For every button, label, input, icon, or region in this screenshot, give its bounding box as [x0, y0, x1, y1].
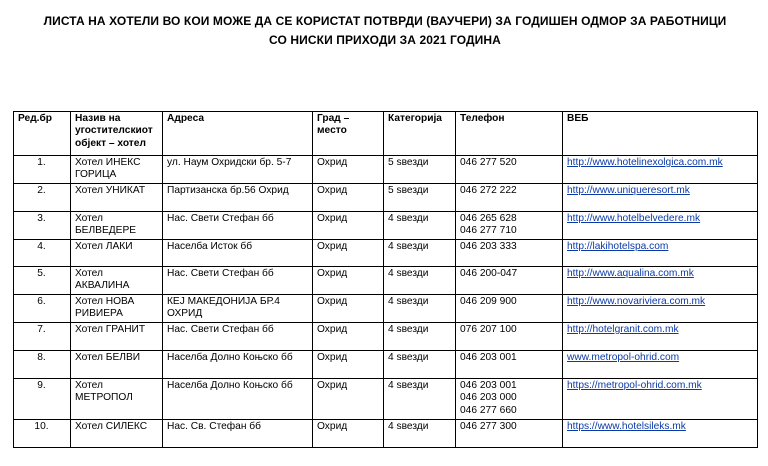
- cell-category: 4 ѕвезди: [384, 267, 456, 295]
- cell-city: Охрид: [313, 295, 384, 323]
- cell-num: 4.: [14, 240, 71, 267]
- web-link[interactable]: http://www.hotelbelvedere.mk: [567, 213, 701, 224]
- cell-name: Хотел БЕЛВИ: [71, 351, 163, 379]
- cell-name: Хотел ЛАКИ: [71, 240, 163, 267]
- cell-name: Хотел СИЛЕКС: [71, 420, 163, 448]
- cell-web: [563, 420, 758, 448]
- table-header-row: [14, 112, 758, 156]
- cell-city: Охрид: [313, 156, 384, 184]
- cell-address: Нас. Свети Стефан бб: [163, 267, 313, 295]
- cell-web: [563, 379, 758, 420]
- header-category: Категорија: [384, 112, 456, 156]
- cell-num: 10.: [14, 420, 71, 448]
- web-link[interactable]: http://www.aqualina.com.mk: [567, 268, 694, 279]
- table-row: [14, 212, 758, 240]
- web-link[interactable]: http://www.hotelinexolgica.com.mk: [567, 157, 723, 168]
- header-web: ВЕБ: [563, 112, 758, 156]
- cell-web: [563, 156, 758, 184]
- header-address: Адреса: [163, 112, 313, 156]
- cell-city: Охрид: [313, 240, 384, 267]
- header-city: Град – место: [313, 112, 384, 156]
- cell-num: 8.: [14, 351, 71, 379]
- cell-category: 5 ѕвезди: [384, 156, 456, 184]
- cell-num: 9.: [14, 379, 71, 420]
- table-row: [14, 351, 758, 379]
- cell-phone: 046 203 001: [456, 351, 563, 379]
- cell-address: Нас. Свети Стефан бб: [163, 212, 313, 240]
- cell-city: Охрид: [313, 351, 384, 379]
- cell-category: 5 ѕвезди: [384, 184, 456, 212]
- header-phone: Телефон: [456, 112, 563, 156]
- cell-num: 7.: [14, 323, 71, 351]
- cell-address: Населба Долно Коњско бб: [163, 379, 313, 420]
- cell-name: Хотел АКВАЛИНА: [71, 267, 163, 295]
- header-name: Назив на угостителскиот објект – хотел: [71, 112, 163, 156]
- cell-city: Охрид: [313, 267, 384, 295]
- cell-city: Охрид: [313, 323, 384, 351]
- cell-category: 4 ѕвезди: [384, 295, 456, 323]
- cell-phone: 046 203 333: [456, 240, 563, 267]
- cell-category: 4 ѕвезди: [384, 420, 456, 448]
- cell-address: КЕЈ МАКЕДОНИЈА БР.4 ОХРИД: [163, 295, 313, 323]
- cell-web: [563, 212, 758, 240]
- cell-phone: 046 277 300: [456, 420, 563, 448]
- cell-num: 2.: [14, 184, 71, 212]
- cell-phone: 046 200-047: [456, 267, 563, 295]
- cell-name: Хотел ИНЕКС ГОРИЦА: [71, 156, 163, 184]
- cell-address: Населба Исток бб: [163, 240, 313, 267]
- cell-num: 5.: [14, 267, 71, 295]
- cell-category: 4 ѕвезди: [384, 212, 456, 240]
- cell-num: 6.: [14, 295, 71, 323]
- web-link[interactable]: www.metropol-ohrid.com: [567, 352, 680, 363]
- document-title: ЛИСТА НА ХОТЕЛИ ВО КОИ МОЖЕ ДА СЕ КОРИСТАТ ПОТВРДИ (ВАУЧЕРИ) ЗА ГОДИШЕН ОДМОР ЗА РАБОТНИЦИ СО НИСКИ ПРИХОДИ ЗА 2021 ГОДИНА: [43, 14, 727, 47]
- web-link[interactable]: https://www.hotelsileks.mk: [567, 421, 686, 432]
- web-link[interactable]: http://www.uniqueresort.mk: [567, 185, 690, 196]
- table-row: [14, 379, 758, 420]
- cell-address: Населба Долно Коњско бб: [163, 351, 313, 379]
- cell-category: 4 ѕвезди: [384, 351, 456, 379]
- cell-category: 4 ѕвезди: [384, 323, 456, 351]
- cell-web: [563, 351, 758, 379]
- cell-phone: 076 207 100: [456, 323, 563, 351]
- table-row: [14, 240, 758, 267]
- cell-address: Партизанска бр.56 Охрид: [163, 184, 313, 212]
- cell-city: Охрид: [313, 212, 384, 240]
- cell-num: 3.: [14, 212, 71, 240]
- cell-web: [563, 267, 758, 295]
- cell-city: Охрид: [313, 379, 384, 420]
- cell-name: Хотел НОВА РИВИЕРА: [71, 295, 163, 323]
- cell-web: [563, 295, 758, 323]
- cell-phone: 046 277 520: [456, 156, 563, 184]
- web-link[interactable]: http://www.novariviera.com.mk: [567, 296, 706, 307]
- web-link[interactable]: http://hotelgranit.com.mk: [567, 324, 679, 335]
- table-row: [14, 184, 758, 212]
- cell-city: Охрид: [313, 420, 384, 448]
- web-link[interactable]: https://metropol-ohrid.com.mk: [567, 380, 702, 391]
- cell-phone: 046 265 628 046 277 710: [456, 212, 563, 240]
- cell-name: Хотел БЕЛВЕДЕРЕ: [71, 212, 163, 240]
- table-row: [14, 295, 758, 323]
- cell-web: [563, 323, 758, 351]
- cell-num: 1.: [14, 156, 71, 184]
- table-row: [14, 420, 758, 448]
- cell-name: Хотел ГРАНИТ: [71, 323, 163, 351]
- cell-address: Нас. Св. Стефан бб: [163, 420, 313, 448]
- cell-address: ул. Наум Охридски бр. 5-7: [163, 156, 313, 184]
- cell-phone: 046 272 222: [456, 184, 563, 212]
- cell-category: 4 ѕвезди: [384, 240, 456, 267]
- hotels-table: [13, 111, 758, 448]
- cell-category: 4 ѕвезди: [384, 379, 456, 420]
- header-num: Ред.бр: [14, 112, 71, 156]
- cell-name: Хотел МЕТРОПОЛ: [71, 379, 163, 420]
- cell-name: Хотел УНИКАТ: [71, 184, 163, 212]
- table-row: [14, 267, 758, 295]
- cell-city: Охрид: [313, 184, 384, 212]
- cell-web: [563, 184, 758, 212]
- table-row: [14, 156, 758, 184]
- cell-phone: 046 209 900: [456, 295, 563, 323]
- table-row: [14, 323, 758, 351]
- cell-phone: 046 203 001 046 203 000 046 277 660: [456, 379, 563, 420]
- web-link[interactable]: http://lakihotelspa.com: [567, 241, 669, 252]
- cell-web: [563, 240, 758, 267]
- cell-address: Нас. Свети Стефан бб: [163, 323, 313, 351]
